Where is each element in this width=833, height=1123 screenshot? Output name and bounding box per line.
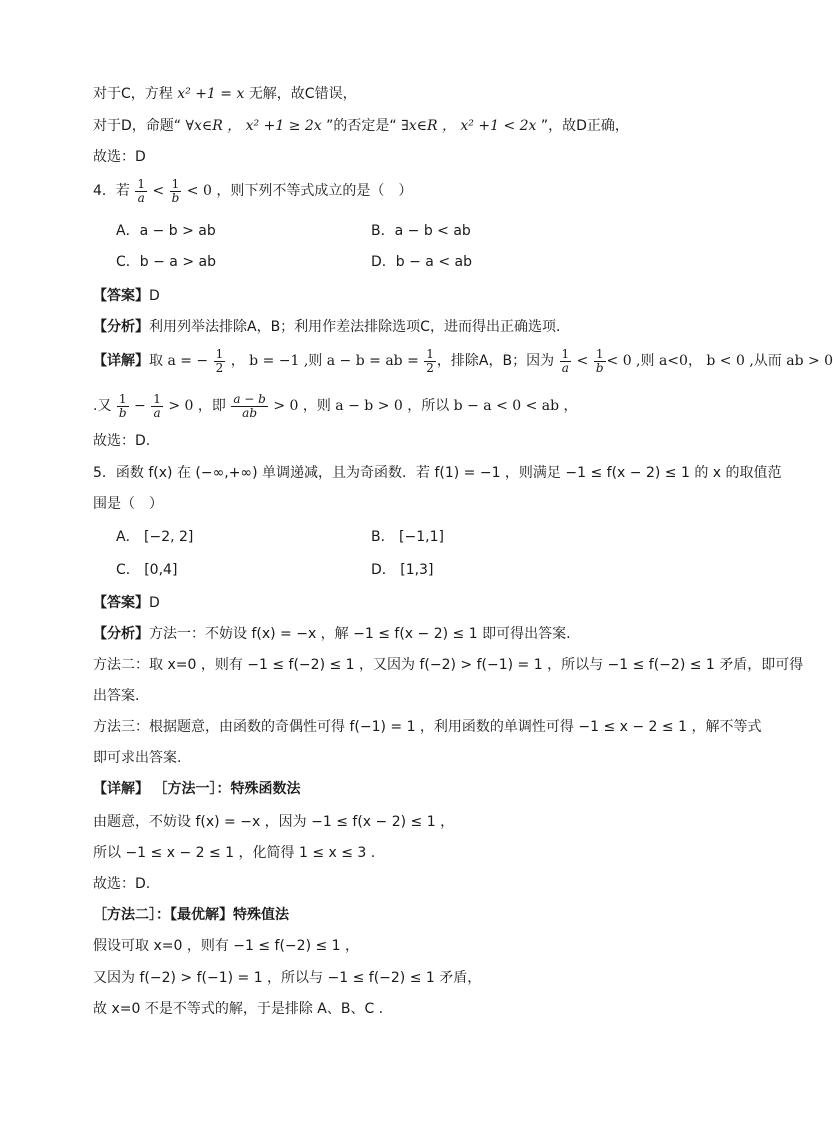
- numerator: a − b: [233, 391, 266, 406]
- question-number: 4．若: [93, 183, 130, 199]
- answer-tag: 【答案】: [93, 288, 149, 304]
- q5-method3-line-2: 即可求出答案.: [93, 750, 182, 766]
- question-5-stem-line-1: 5．函数 f(x) 在 (−∞,+∞) 单调递减，且为奇函数．若 f(1) = −1 ，则满足 −1 ≤ f(x − 2) ≤ 1 的 x 的取值范: [93, 465, 782, 481]
- fraction: [214, 348, 226, 375]
- text-segment: 对于D，命题“: [93, 118, 182, 134]
- text-segment: 无解，故C错误，: [248, 86, 357, 102]
- numerator: 1: [426, 346, 434, 361]
- operator: <: [152, 183, 165, 199]
- q5-option-b: B． [−1,1]: [371, 529, 444, 545]
- numerator: 1: [117, 393, 129, 407]
- operator: < 0: [186, 183, 212, 199]
- numerator: 1: [594, 348, 606, 362]
- operator: −: [134, 398, 146, 414]
- math-expression: 取 a = −: [149, 353, 209, 369]
- math-expression: ， b = −1 ,则 a − b = ab =: [230, 353, 419, 369]
- detail-tag: 【详解】: [93, 353, 149, 369]
- denominator: a: [137, 190, 145, 205]
- q4-option-a: A．a − b > ab: [116, 223, 216, 239]
- math-expression: > 0 ，则 a − b > 0 ，所以 b − a < 0 < ab ，: [273, 398, 578, 414]
- text-segment: ”的否定是“: [326, 118, 397, 134]
- text-segment: ，则下列不等式成立的是（ ）: [216, 183, 413, 199]
- q4-detail-line-1: [93, 345, 833, 377]
- q5-method3-line-1: 方法三：根据题意，由函数的奇偶性可得 f(−1) = 1 ，利用函数的单调性可得 −1 ≤ x − 2 ≤ 1 ，解不等式: [93, 719, 762, 735]
- numerator: 1: [137, 176, 146, 191]
- denominator: a: [153, 405, 161, 420]
- text-segment: 对于C，方程: [93, 86, 173, 102]
- denominator: b: [118, 405, 127, 420]
- q5-method2-line-1: 方法二：取 x=0 ，则有 −1 ≤ f(−2) ≤ 1 ，又因为 f(−2) > f(−1) = 1 ，所以与 −1 ≤ f(−2) ≤ 1 矛盾，即可得: [93, 657, 804, 673]
- q4-analysis: [93, 317, 570, 337]
- text-segment: ”，故D正确，: [540, 118, 629, 134]
- operator: <: [576, 353, 589, 369]
- method-title: ［方法二］：: [93, 907, 170, 923]
- denominator: b: [171, 190, 180, 205]
- denominator: b: [595, 360, 604, 375]
- math-expression: x² +1 = x: [177, 86, 245, 102]
- math-expression: ∃x∈R ， x² +1 < 2x: [401, 118, 537, 134]
- solution-line-d: [93, 116, 629, 136]
- choose-line: 故选：D: [93, 149, 146, 165]
- math-expression: > 0 ，即: [168, 398, 226, 414]
- fraction: [594, 348, 606, 375]
- q5-detail-heading: [93, 779, 300, 799]
- q4-option-b: B．a − b < ab: [371, 223, 471, 239]
- denominator: ab: [242, 405, 258, 420]
- analysis-text: 利用列举法排除A，B；利用作差法排除选项C，进而得出正确选项．: [149, 319, 570, 335]
- analysis-text: 方法一：不妨设 f(x) = −x ，解 −1 ≤ f(x − 2) ≤ 1 即可得出答案.: [149, 626, 571, 642]
- math-expression: ∀x∈R ， x² +1 ≥ 2x: [185, 118, 322, 134]
- fraction: [170, 178, 182, 205]
- denominator: 2: [215, 360, 224, 375]
- q4-choose: 故选：D.: [93, 433, 151, 449]
- analysis-tag: 【分析】: [93, 319, 149, 335]
- method-title: ［方法一］：特殊函数法: [153, 781, 301, 797]
- answer-tag: 【答案】: [93, 595, 149, 611]
- analysis-tag: 【分析】: [93, 626, 149, 642]
- question-4-stem: [93, 176, 412, 206]
- numerator: 1: [153, 391, 161, 406]
- q5-detail-line-3: 假设可取 x=0 ，则有 −1 ≤ f(−2) ≤ 1 ，: [93, 938, 360, 954]
- q5-detail-line-5: 故 x=0 不是不等式的解，于是排除 A、B、C .: [93, 1001, 384, 1017]
- denominator: 2: [426, 360, 434, 375]
- q5-analysis: [93, 624, 571, 644]
- q5-method2-line-2: 出答案.: [93, 688, 140, 704]
- q5-answer: [93, 593, 160, 613]
- q5-choose: 故选：D.: [93, 876, 151, 892]
- fraction: [424, 348, 436, 375]
- q5-option-d: D． [1,3]: [371, 562, 434, 578]
- q4-detail-line-2: [93, 390, 578, 422]
- q4-option-d: D．b − a < ab: [371, 254, 472, 270]
- answer-value: D: [149, 595, 160, 611]
- q5-option-c: C． [0,4]: [116, 562, 178, 578]
- numerator: 1: [170, 178, 182, 192]
- q5-option-a: A． [−2, 2]: [116, 529, 194, 545]
- question-5-stem-line-2: 围是（ ）: [93, 496, 163, 512]
- fraction: [135, 178, 147, 205]
- numerator: 1: [215, 346, 224, 361]
- solution-line-c: [93, 84, 357, 104]
- q4-answer: [93, 286, 160, 306]
- text-segment: ，排除A，B；因为: [436, 353, 555, 369]
- q5-detail-line-4: 又因为 f(−2) > f(−1) = 1 ，所以与 −1 ≤ f(−2) ≤ 1 矛盾，: [93, 970, 482, 986]
- math-expression: < 0 ,则 a<0， b < 0 ,从而 ab > 0: [606, 353, 833, 369]
- fraction: [560, 348, 572, 375]
- answer-value: D: [149, 288, 160, 304]
- q5-method2-heading: [93, 905, 289, 925]
- fraction: [151, 393, 163, 420]
- q5-detail-line-1: 由题意，不妨设 f(x) = −x ，因为 −1 ≤ f(x − 2) ≤ 1 ，: [93, 814, 455, 830]
- q4-option-c: C．b − a > ab: [116, 254, 216, 270]
- text-segment: .又: [93, 398, 112, 414]
- fraction: [117, 393, 129, 420]
- q5-detail-line-2: 所以 −1 ≤ x − 2 ≤ 1 ，化简得 1 ≤ x ≤ 3 .: [93, 845, 376, 861]
- denominator: a: [561, 360, 569, 375]
- fraction: [231, 393, 268, 420]
- detail-tag: 【详解】: [93, 781, 149, 797]
- numerator: 1: [561, 346, 570, 361]
- method-subtitle: 【最优解】特殊值法: [170, 907, 289, 923]
